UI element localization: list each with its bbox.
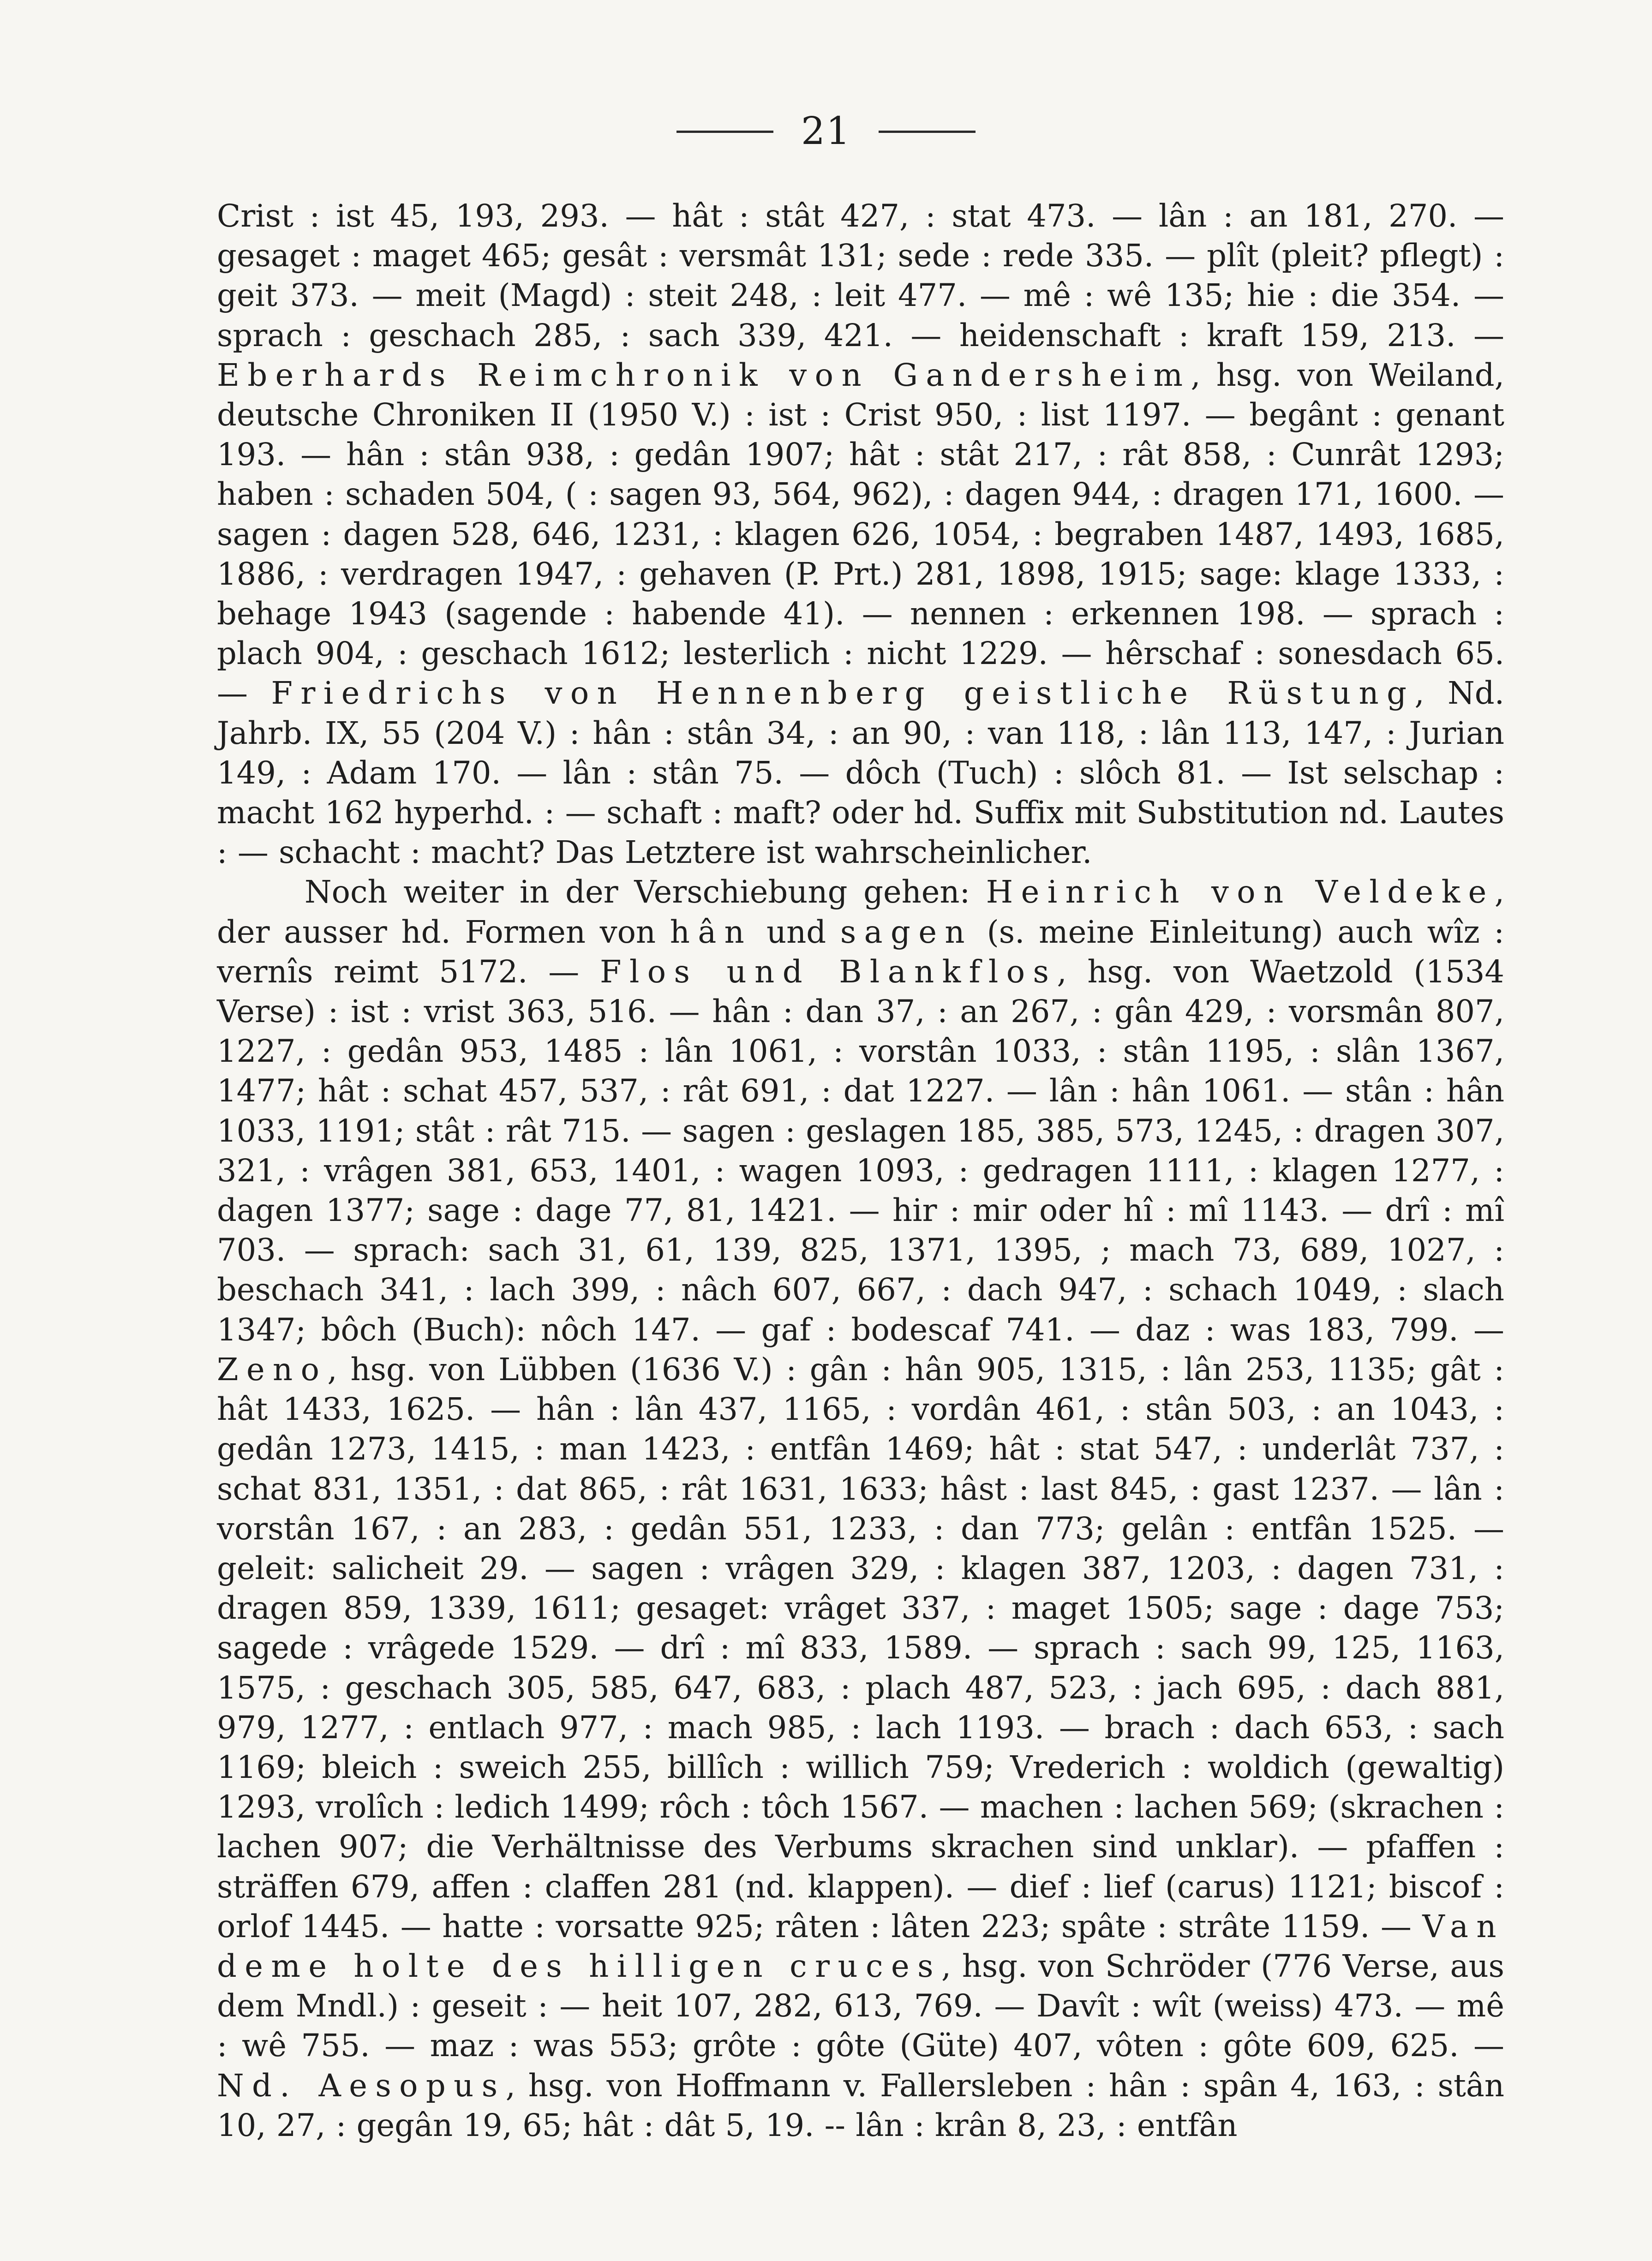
page-number: 21 <box>801 109 851 153</box>
spaced-title: Friedrichs von Hennenberg geistliche Rüstung <box>271 675 1415 712</box>
body-text <box>217 196 1504 2145</box>
text-run: , hsg. von Weiland, deutsche Chroniken II (1950 V.) : ist : Crist 950, : list 1197. — begânt : genant 193. — hân : stân 938, : gedân 1907; hât : stât 217, : rât 858, : Cunrât 1293; haben : schaden 504, ( : sagen 93, 564, 962), : dagen 944, : dragen 171, 1600. — sagen : dagen 528, 646, 1231, : klagen 626, 1054, : begraben 1487, 1493, 1685, 1886, : verdragen 1947, : gehaven (P. Prt.) 281, 1898, 1915; sage: klage 1333, : behage 1943 (sagende : habende 41). — nennen : erkennen 198. — sprach : plach 904, : geschach 1612; lesterlich : nicht 1229. — hêrschaf : sonesdach 65. — <box>217 357 1504 712</box>
paragraph <box>217 196 1504 872</box>
spaced-title: sagen <box>840 914 973 950</box>
text-run: , hsg. von Lübben (1636 V.) : gân : hân 905, 1315, : lân 253, 1135; gât : hât 1433, 1625. — hân : lân 437, 1165, : vordân 461, : stân 503, : an 1043, : gedân 1273, 1415, : man 1423, : entfân 1469; hât : stat 547, : underlât 737, : schat 831, 1351, : dat 865, : rât 1631, 1633; hâst : last 845, : gast 1237. — lân : vorstân 167, : an 283, : gedân 551, 1233, : dan 773; gelân : entfân 1525. — geleit: salicheit 29. — sagen : vrâgen 329, : klagen 387, 1203, : dagen 731, : dragen 859, 1339, 1611; gesaget: vrâget 337, : maget 1505; sage : dage 753; sagede : vrâgede 1529. — drî : mî 833, 1589. — sprach : sach 99, 125, 1163, 1575, : geschach 305, 585, 647, 683, : plach 487, 523, : jach 695, : dach 881, 979, 1277, : entlach 977, : mach 985, : lach 1193. — brach : dach 653, : sach 1169; bleich : sweich 255, billîch : willich 759; Vrederich : woldich (gewaltig) 1293, vrolîch : ledich 1499; rôch : tôch 1567. — machen : lachen 569; (skrachen : lachen 907; die Verhältnisse des Verbums skrachen sind unklar). — pfaffen : sträffen 679, affen : claffen 281 (nd. klappen). — dief : lief (carus) 1121; biscof : orlof 1445. — hatte : vorsatte 925; râten : lâten 223; spâte : strâte 1159. — <box>217 1351 1504 1944</box>
spaced-title: Heinrich von Veldeke <box>986 874 1495 910</box>
text-run: und <box>752 914 840 950</box>
spaced-title: Flos und Blankflos <box>600 953 1057 990</box>
page-header <box>0 90 1652 173</box>
left-rule <box>676 131 773 133</box>
text-run: Noch weiter in der Verschiebung gehen: <box>305 874 986 910</box>
spaced-title: hân <box>670 914 753 950</box>
text-run: , der ausser hd. Formen von <box>217 874 1504 950</box>
text-run: , Nd. Jahrb. IX, 55 (204 V.) : hân : stân 34, : an 90, : van 118, : lân 113, 147, : Jurian 149, : Adam 170. — lân : stân 75. — dôch (Tuch) : slôch 81. — Ist selschap : macht 162 hyperhd. : — schaft : maft? oder hd. Suffix mit Substitution nd. Lautes : — schacht : macht? Das Letztere ist wahrscheinlicher. <box>217 675 1504 871</box>
right-rule <box>879 131 976 133</box>
spaced-title: Eberhards Reimchronik von Gandersheim <box>217 357 1191 393</box>
text-run: (s. meine Einleitung) auch wîz : vernîs reimt 5172. — <box>217 914 1504 990</box>
spaced-title: Zeno <box>217 1351 328 1388</box>
text-run: Crist : ist 45, 193, 293. — hât : stât 427, : stat 473. — lân : an 181, 270. — gesaget : maget 465; gesât : versmât 131; sede : rede 335. — plît (pleit? pflegt) : geit 373. — meit (Magd) : steit 248, : leit 477. — mê : wê 135; hie : die 354. — sprach : geschach 285, : sach 339, 421. — heidenschaft : kraft 159, 213. — <box>217 198 1504 353</box>
spaced-title: Nd. Aesopus <box>217 2067 506 2104</box>
text-run: , hsg. von Hoffmann v. Fallersleben : hân : spân 4, 163, : stân 10, 27, : gegân 19, 65; hât : dât 5, 19. -- lân : krân 8, 23, : entfân <box>217 2067 1504 2143</box>
text-run: , hsg. von Schröder (776 Verse, aus dem Mndl.) : geseit : — heit 107, 282, 613, 769. — Davît : wît (weiss) 473. — mê : wê 755. — maz : was 553; grôte : gôte (Güte) 407, vôten : gôte 609, 625. — <box>217 1948 1504 2064</box>
paragraph <box>217 872 1504 2145</box>
text-run: , hsg. von Waetzold (1534 Verse) : ist : vrist 363, 516. — hân : dan 37, : an 267, : gân 429, : vorsmân 807, 1227, : gedân 953, 1485 : lân 1061, : vorstân 1033, : stân 1195, : slân 1367, 1477; hât : schat 457, 537, : rât 691, : dat 1227. — lân : hân 1061. — stân : hân 1033, 1191; stât : rât 715. — sagen : geslagen 185, 385, 573, 1245, : dragen 307, 321, : vrâgen 381, 653, 1401, : wagen 1093, : gedragen 1111, : klagen 1277, : dagen 1377; sage : dage 77, 81, 1421. — hir : mir oder hî : mî 1143. — drî : mî 703. — sprach: sach 31, 61, 139, 825, 1371, 1395, ; mach 73, 689, 1027, : beschach 341, : lach 399, : nâch 607, 667, : dach 947, : schach 1049, : slach 1347; bôch (Buch): nôch 147. — gaf : bodescaf 741. — daz : was 183, 799. — <box>217 953 1504 1348</box>
spaced-title: Van deme holte des hilligen cruces <box>217 1908 1504 1984</box>
